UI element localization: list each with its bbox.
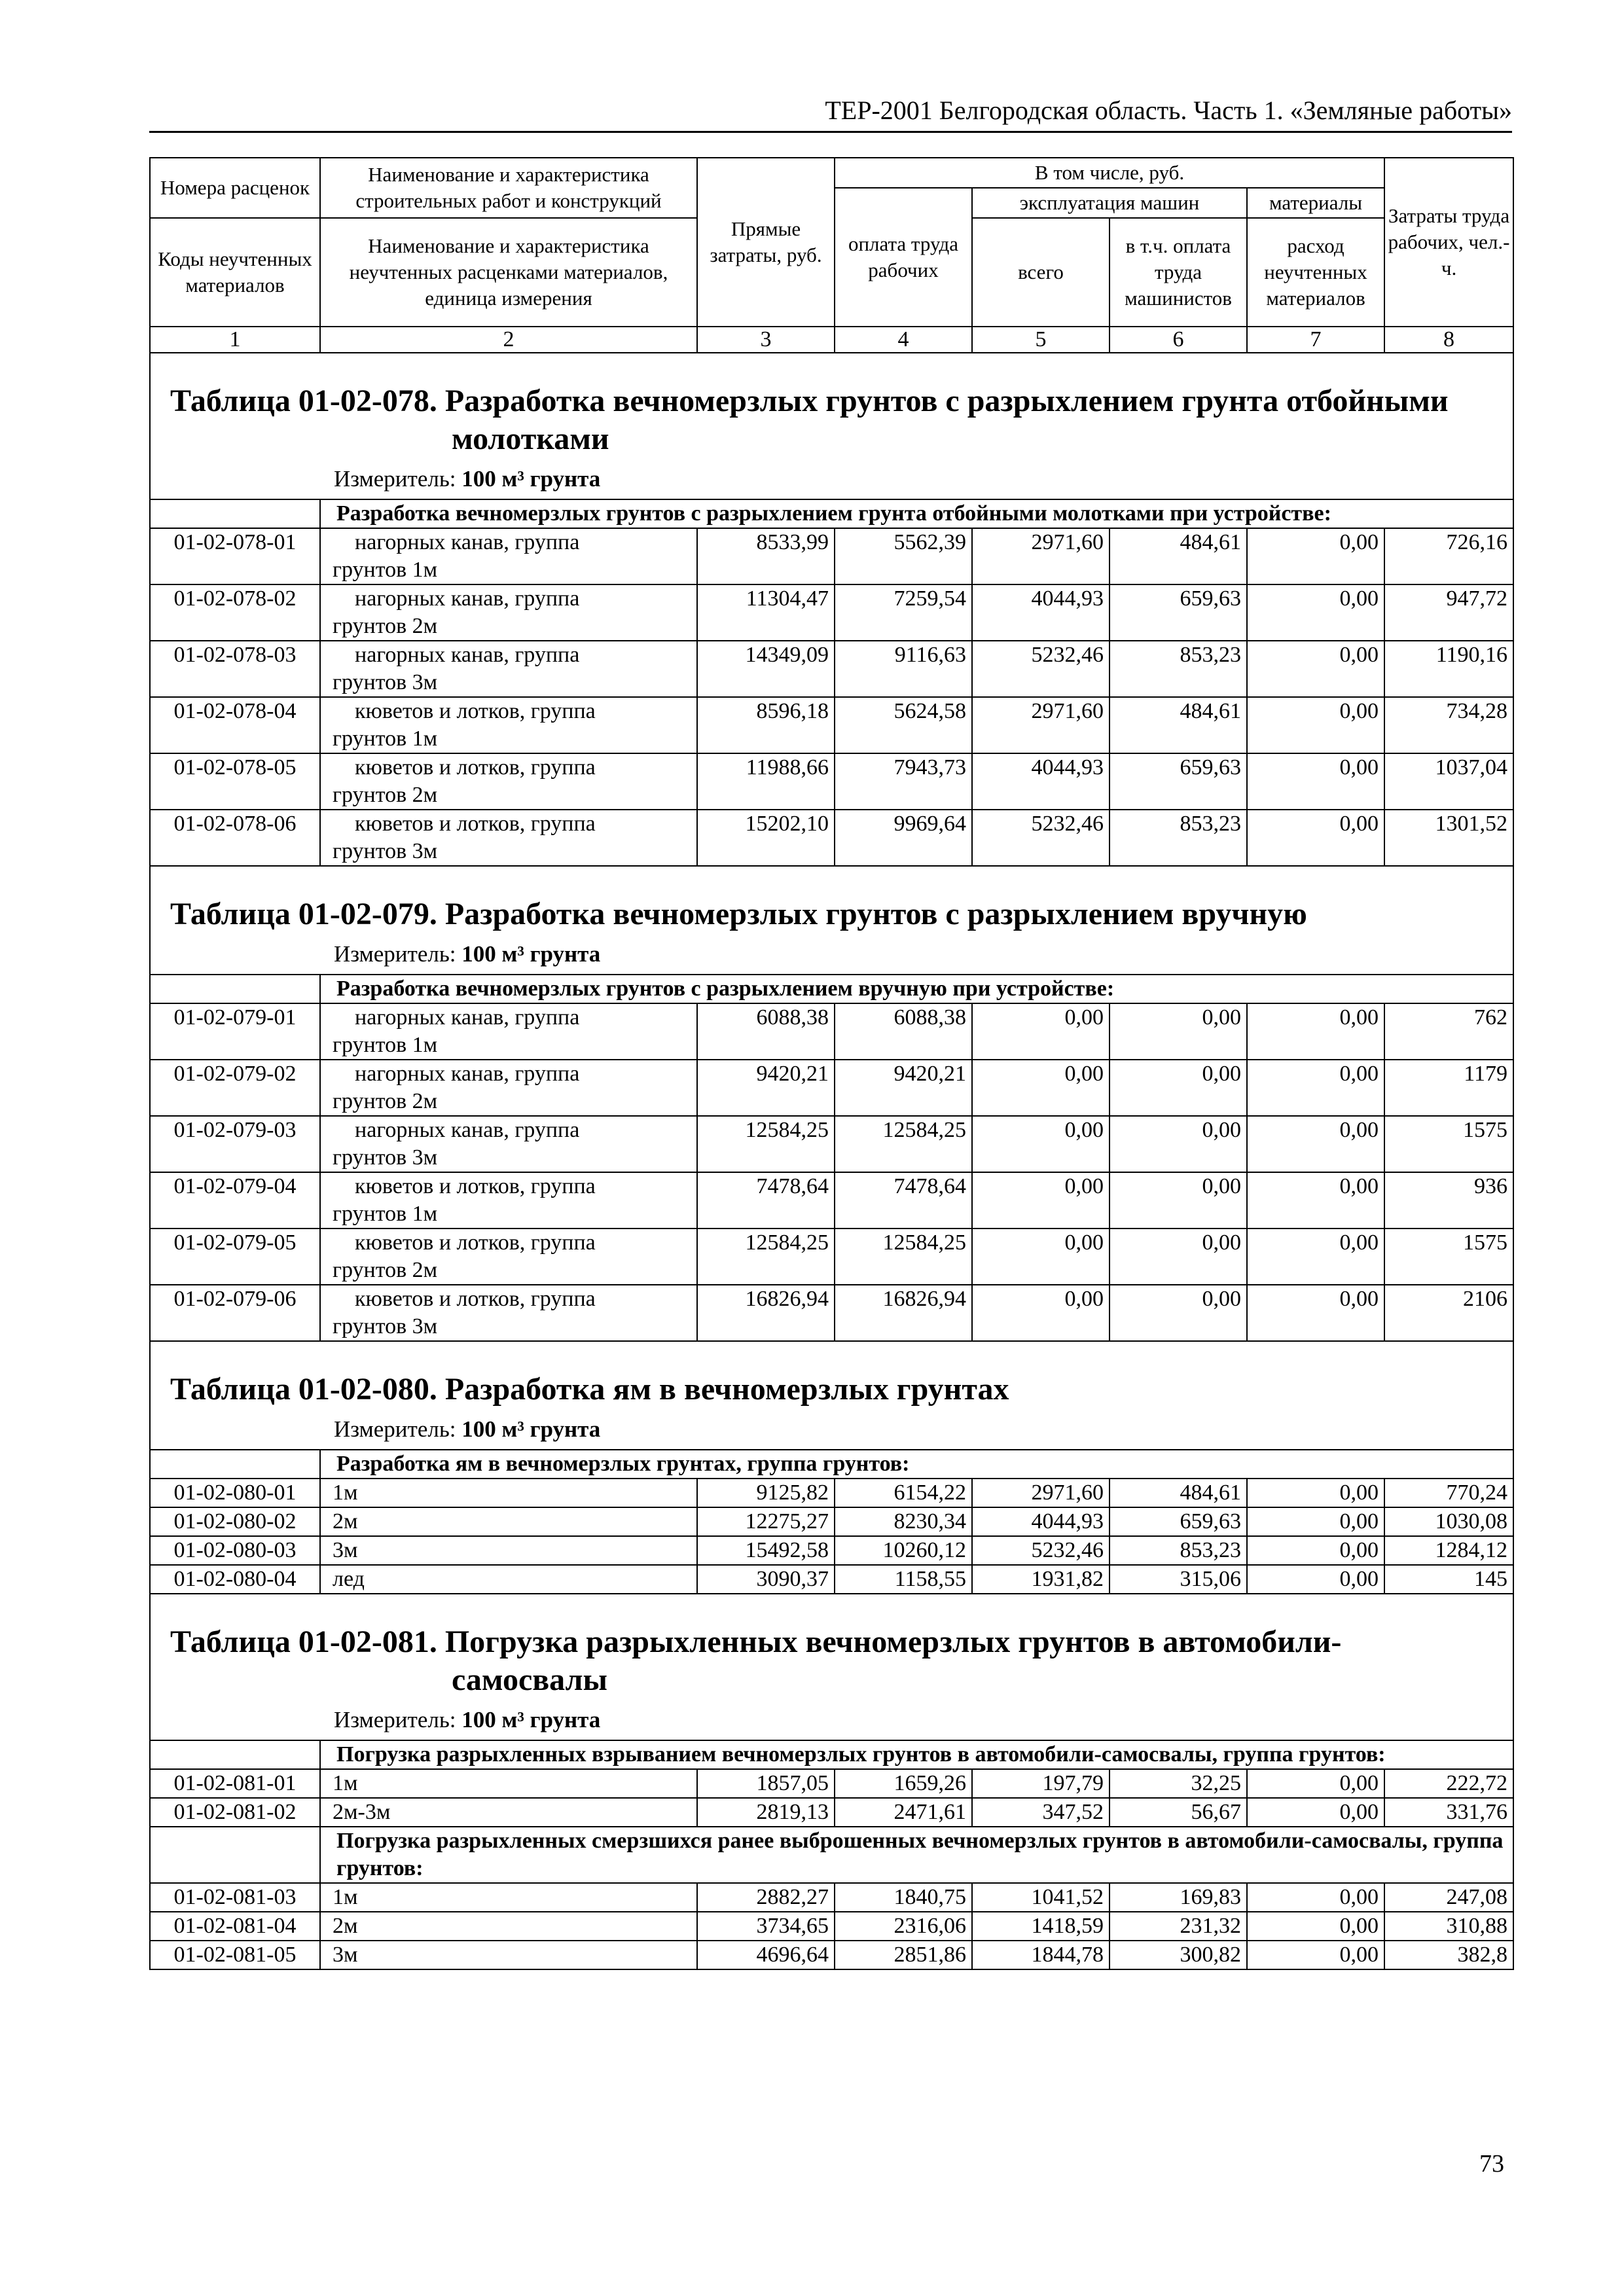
value-c8: 1301,52 bbox=[1384, 810, 1513, 866]
value-c3: 3734,65 bbox=[697, 1912, 835, 1941]
running-title: ТЕР-2001 Белгородская область. Часть 1. «Земляные работы» bbox=[825, 96, 1512, 125]
rate-name bbox=[320, 697, 697, 753]
rate-name-line2: грунтов 3м bbox=[333, 670, 438, 694]
section-title-rest: Погрузка разрыхленных вечномерзлых грунтов в автомобили- bbox=[437, 1624, 1342, 1659]
table-row bbox=[150, 1116, 1513, 1172]
value-c4: 16826,94 bbox=[835, 1285, 972, 1341]
value-c7: 0,00 bbox=[1247, 528, 1384, 584]
value-c7: 0,00 bbox=[1247, 1565, 1384, 1594]
value-c8: 145 bbox=[1384, 1565, 1513, 1594]
group-header-spacer bbox=[150, 1740, 320, 1769]
head-materials: материалы bbox=[1247, 188, 1384, 218]
rate-name-line1: нагорных канав, группа bbox=[355, 586, 580, 611]
table-row bbox=[150, 584, 1513, 641]
page-header bbox=[149, 92, 1512, 133]
value-c3: 9125,82 bbox=[697, 1479, 835, 1507]
rate-code: 01-02-080-03 bbox=[150, 1536, 320, 1565]
value-c4: 7259,54 bbox=[835, 584, 972, 641]
head-machines: эксплуатация машин bbox=[972, 188, 1247, 218]
rate-name-line2: грунтов 2м bbox=[333, 783, 438, 807]
value-c5: 1418,59 bbox=[972, 1912, 1110, 1941]
rate-name bbox=[320, 1229, 697, 1285]
rate-name bbox=[320, 1116, 697, 1172]
value-c3: 14349,09 bbox=[697, 641, 835, 697]
rate-name-line1: нагорных канав, группа bbox=[355, 1062, 580, 1086]
section-heading bbox=[150, 866, 1513, 975]
table-row bbox=[150, 697, 1513, 753]
table-row bbox=[150, 1229, 1513, 1285]
value-c6: 0,00 bbox=[1110, 1172, 1247, 1229]
value-c4: 6088,38 bbox=[835, 1003, 972, 1060]
meter-value: 100 м³ грунта bbox=[461, 466, 601, 492]
value-c3: 11304,47 bbox=[697, 584, 835, 641]
head-col4: оплата труда рабочих bbox=[835, 188, 972, 327]
value-c6: 659,63 bbox=[1110, 584, 1247, 641]
rate-name bbox=[320, 1912, 697, 1941]
rate-code: 01-02-079-06 bbox=[150, 1285, 320, 1341]
section-heading bbox=[150, 353, 1513, 499]
rate-name-line1: кюветов и лотков, группа bbox=[355, 1287, 596, 1311]
value-c5: 0,00 bbox=[972, 1060, 1110, 1116]
value-c7: 0,00 bbox=[1247, 1912, 1384, 1941]
value-c4: 6154,22 bbox=[835, 1479, 972, 1507]
section-title-prefix: Таблица 01-02-079. bbox=[170, 897, 437, 931]
section-meter bbox=[151, 458, 1513, 499]
rate-name-line2: грунтов 2м bbox=[333, 1258, 438, 1282]
col-num: 4 bbox=[835, 327, 972, 353]
col-num: 8 bbox=[1384, 327, 1513, 353]
rate-code: 01-02-079-05 bbox=[150, 1229, 320, 1285]
value-c7: 0,00 bbox=[1247, 753, 1384, 810]
value-c8: 2106 bbox=[1384, 1285, 1513, 1341]
rate-name-line2: грунтов 2м bbox=[333, 1089, 438, 1113]
section-title-rest: Разработка вечномерзлых грунтов с разрыхлением грунта отбойными bbox=[437, 384, 1449, 418]
rate-name-line1: кюветов и лотков, группа bbox=[355, 755, 596, 780]
value-c3: 12584,25 bbox=[697, 1116, 835, 1172]
rate-name-line1: лед bbox=[333, 1567, 365, 1591]
group-header-row bbox=[150, 1740, 1513, 1769]
value-c7: 0,00 bbox=[1247, 1798, 1384, 1827]
rate-name-line1: нагорных канав, группа bbox=[355, 643, 580, 667]
rate-code: 01-02-080-01 bbox=[150, 1479, 320, 1507]
table-row bbox=[150, 1507, 1513, 1536]
rate-name-line1: кюветов и лотков, группа bbox=[355, 699, 596, 723]
rate-code: 01-02-079-03 bbox=[150, 1116, 320, 1172]
value-c4: 5624,58 bbox=[835, 697, 972, 753]
section-title-row bbox=[150, 353, 1513, 499]
value-c5: 4044,93 bbox=[972, 1507, 1110, 1536]
value-c5: 5232,46 bbox=[972, 1536, 1110, 1565]
value-c4: 8230,34 bbox=[835, 1507, 972, 1536]
value-c6: 484,61 bbox=[1110, 528, 1247, 584]
value-c8: 1190,16 bbox=[1384, 641, 1513, 697]
value-c5: 5232,46 bbox=[972, 810, 1110, 866]
rate-code: 01-02-081-02 bbox=[150, 1798, 320, 1827]
value-c8: 1030,08 bbox=[1384, 1507, 1513, 1536]
table-row bbox=[150, 1883, 1513, 1912]
rate-name-line2: грунтов 1м bbox=[333, 726, 438, 751]
value-c3: 3090,37 bbox=[697, 1565, 835, 1594]
table-row bbox=[150, 528, 1513, 584]
rate-name bbox=[320, 641, 697, 697]
rate-name bbox=[320, 1536, 697, 1565]
section-title-rest: Разработка ям в вечномерзлых грунтах bbox=[437, 1372, 1009, 1407]
value-c6: 484,61 bbox=[1110, 1479, 1247, 1507]
rate-name-line1: 3м bbox=[333, 1538, 358, 1562]
value-c7: 0,00 bbox=[1247, 1060, 1384, 1116]
rate-code: 01-02-078-06 bbox=[150, 810, 320, 866]
value-c6: 853,23 bbox=[1110, 1536, 1247, 1565]
section-title-prefix: Таблица 01-02-080. bbox=[170, 1372, 437, 1407]
value-c7: 0,00 bbox=[1247, 1229, 1384, 1285]
value-c6: 56,67 bbox=[1110, 1798, 1247, 1827]
meter-value: 100 м³ грунта bbox=[461, 1707, 601, 1732]
rate-name-line1: 1м bbox=[333, 1480, 358, 1505]
rate-name-line2: грунтов 1м bbox=[333, 558, 438, 582]
value-c6: 0,00 bbox=[1110, 1285, 1247, 1341]
value-c5: 4044,93 bbox=[972, 584, 1110, 641]
value-c3: 7478,64 bbox=[697, 1172, 835, 1229]
col-num: 5 bbox=[972, 327, 1110, 353]
meter-label: Измеритель: bbox=[334, 1416, 456, 1442]
value-c8: 1284,12 bbox=[1384, 1536, 1513, 1565]
rate-name-line2: грунтов 2м bbox=[333, 614, 438, 638]
value-c4: 9116,63 bbox=[835, 641, 972, 697]
rate-name bbox=[320, 1172, 697, 1229]
section-heading bbox=[150, 1594, 1513, 1740]
value-c8: 222,72 bbox=[1384, 1769, 1513, 1798]
rate-name bbox=[320, 1060, 697, 1116]
rate-code: 01-02-079-02 bbox=[150, 1060, 320, 1116]
section-title bbox=[151, 1594, 1513, 1699]
section-title bbox=[151, 867, 1513, 933]
value-c3: 4696,64 bbox=[697, 1941, 835, 1969]
rate-name-line1: 3м bbox=[333, 1943, 358, 1967]
value-c8: 734,28 bbox=[1384, 697, 1513, 753]
rate-code: 01-02-078-01 bbox=[150, 528, 320, 584]
value-c4: 10260,12 bbox=[835, 1536, 972, 1565]
head-col2-top: Наименование и характеристика строительных работ и конструкций bbox=[320, 158, 697, 218]
value-c7: 0,00 bbox=[1247, 1285, 1384, 1341]
value-c6: 484,61 bbox=[1110, 697, 1247, 753]
value-c3: 11988,66 bbox=[697, 753, 835, 810]
value-c6: 169,83 bbox=[1110, 1883, 1247, 1912]
section-title bbox=[151, 1342, 1513, 1408]
value-c7: 0,00 bbox=[1247, 810, 1384, 866]
section-title-prefix: Таблица 01-02-081. bbox=[170, 1624, 437, 1659]
section-title-prefix: Таблица 01-02-078. bbox=[170, 384, 437, 418]
value-c3: 1857,05 bbox=[697, 1769, 835, 1798]
value-c8: 947,72 bbox=[1384, 584, 1513, 641]
head-col6: в т.ч. оплата труда машинистов bbox=[1110, 218, 1247, 327]
value-c8: 1179 bbox=[1384, 1060, 1513, 1116]
value-c8: 762 bbox=[1384, 1003, 1513, 1060]
value-c4: 5562,39 bbox=[835, 528, 972, 584]
meter-label: Измеритель: bbox=[334, 1707, 456, 1732]
value-c8: 1575 bbox=[1384, 1229, 1513, 1285]
group-header-row bbox=[150, 1450, 1513, 1479]
value-c8: 1575 bbox=[1384, 1116, 1513, 1172]
rate-code: 01-02-081-03 bbox=[150, 1883, 320, 1912]
value-c4: 2851,86 bbox=[835, 1941, 972, 1969]
value-c5: 1844,78 bbox=[972, 1941, 1110, 1969]
value-c7: 0,00 bbox=[1247, 641, 1384, 697]
rate-name bbox=[320, 1565, 697, 1594]
value-c3: 12275,27 bbox=[697, 1507, 835, 1536]
value-c7: 0,00 bbox=[1247, 1941, 1384, 1969]
meter-label: Измеритель: bbox=[334, 466, 456, 492]
rate-name bbox=[320, 1883, 697, 1912]
table-row bbox=[150, 1941, 1513, 1969]
group-header: Разработка ям в вечномерзлых грунтах, группа грунтов: bbox=[320, 1450, 1513, 1479]
col-num: 6 bbox=[1110, 327, 1247, 353]
table-row bbox=[150, 753, 1513, 810]
value-c7: 0,00 bbox=[1247, 1116, 1384, 1172]
rate-name bbox=[320, 528, 697, 584]
rate-code: 01-02-078-02 bbox=[150, 584, 320, 641]
value-c6: 659,63 bbox=[1110, 753, 1247, 810]
price-table bbox=[149, 157, 1514, 1970]
head-col7: расход неучтенных материалов bbox=[1247, 218, 1384, 327]
value-c5: 2971,60 bbox=[972, 1479, 1110, 1507]
table-row bbox=[150, 1769, 1513, 1798]
value-c6: 231,32 bbox=[1110, 1912, 1247, 1941]
col-num: 7 bbox=[1247, 327, 1384, 353]
rate-name-line1: 2м bbox=[333, 1914, 358, 1938]
rate-name bbox=[320, 810, 697, 866]
rate-name bbox=[320, 1941, 697, 1969]
rate-name-line2: грунтов 3м bbox=[333, 839, 438, 863]
column-numbers bbox=[150, 327, 1513, 353]
meter-value: 100 м³ грунта bbox=[461, 941, 601, 967]
rate-name bbox=[320, 1003, 697, 1060]
value-c4: 12584,25 bbox=[835, 1229, 972, 1285]
value-c5: 0,00 bbox=[972, 1229, 1110, 1285]
head-col8: Затраты труда рабочих, чел.-ч. bbox=[1384, 158, 1513, 327]
section-heading bbox=[150, 1341, 1513, 1450]
section-title-row bbox=[150, 866, 1513, 975]
page-number: 73 bbox=[1479, 2150, 1504, 2178]
group-header-spacer bbox=[150, 1450, 320, 1479]
meter-value: 100 м³ грунта bbox=[461, 1416, 601, 1442]
value-c8: 726,16 bbox=[1384, 528, 1513, 584]
value-c4: 9969,64 bbox=[835, 810, 972, 866]
col-num: 3 bbox=[697, 327, 835, 353]
section-title-rest: Разработка вечномерзлых грунтов с разрыхлением вручную bbox=[437, 897, 1307, 931]
value-c6: 0,00 bbox=[1110, 1229, 1247, 1285]
group-header: Разработка вечномерзлых грунтов с разрыхлением грунта отбойными молотками при устройстве: bbox=[320, 499, 1513, 528]
value-c5: 197,79 bbox=[972, 1769, 1110, 1798]
group-header: Погрузка разрыхленных взрыванием вечномерзлых грунтов в автомобили-самосвалы, группа грунтов: bbox=[320, 1740, 1513, 1769]
rate-name-line1: 1м bbox=[333, 1771, 358, 1795]
table-body bbox=[150, 158, 1513, 1969]
value-c5: 2971,60 bbox=[972, 697, 1110, 753]
group-header-spacer bbox=[150, 975, 320, 1003]
value-c5: 4044,93 bbox=[972, 753, 1110, 810]
rate-name bbox=[320, 1285, 697, 1341]
value-c7: 0,00 bbox=[1247, 1172, 1384, 1229]
value-c3: 9420,21 bbox=[697, 1060, 835, 1116]
group-header: Погрузка разрыхленных смерзшихся ранее выброшенных вечномерзлых грунтов в автомобили-самосвалы, группа грунтов: bbox=[320, 1827, 1513, 1883]
head-col1-top: Номера расценок bbox=[150, 158, 320, 218]
value-c7: 0,00 bbox=[1247, 1769, 1384, 1798]
rate-name-line1: кюветов и лотков, группа bbox=[355, 1230, 596, 1255]
value-c3: 15492,58 bbox=[697, 1536, 835, 1565]
rate-name-line1: 2м bbox=[333, 1509, 358, 1534]
value-c8: 770,24 bbox=[1384, 1479, 1513, 1507]
value-c6: 300,82 bbox=[1110, 1941, 1247, 1969]
rate-name-line1: кюветов и лотков, группа bbox=[355, 812, 596, 836]
table-row bbox=[150, 1003, 1513, 1060]
table-row bbox=[150, 1479, 1513, 1507]
section-title bbox=[151, 353, 1513, 458]
group-header-row bbox=[150, 499, 1513, 528]
value-c6: 0,00 bbox=[1110, 1060, 1247, 1116]
section-title-cont: самосвалы bbox=[452, 1662, 608, 1697]
value-c8: 310,88 bbox=[1384, 1912, 1513, 1941]
value-c5: 1041,52 bbox=[972, 1883, 1110, 1912]
rate-name bbox=[320, 1507, 697, 1536]
rate-name-line1: нагорных канав, группа bbox=[355, 530, 580, 554]
table-row bbox=[150, 1536, 1513, 1565]
value-c8: 331,76 bbox=[1384, 1798, 1513, 1827]
table-row bbox=[150, 1798, 1513, 1827]
value-c3: 8533,99 bbox=[697, 528, 835, 584]
table-row bbox=[150, 1912, 1513, 1941]
value-c6: 315,06 bbox=[1110, 1565, 1247, 1594]
value-c3: 12584,25 bbox=[697, 1229, 835, 1285]
value-c7: 0,00 bbox=[1247, 697, 1384, 753]
section-title-row bbox=[150, 1594, 1513, 1740]
rate-name bbox=[320, 1769, 697, 1798]
value-c3: 6088,38 bbox=[697, 1003, 835, 1060]
value-c6: 32,25 bbox=[1110, 1769, 1247, 1798]
section-meter bbox=[151, 1408, 1513, 1449]
table-row bbox=[150, 1060, 1513, 1116]
rate-name-line1: кюветов и лотков, группа bbox=[355, 1174, 596, 1198]
value-c3: 2819,13 bbox=[697, 1798, 835, 1827]
head-group: В том числе, руб. bbox=[835, 158, 1384, 188]
rate-name-line1: 2м-3м bbox=[333, 1800, 391, 1824]
rate-code: 01-02-080-02 bbox=[150, 1507, 320, 1536]
rate-code: 01-02-081-04 bbox=[150, 1912, 320, 1941]
value-c6: 0,00 bbox=[1110, 1003, 1247, 1060]
value-c4: 9420,21 bbox=[835, 1060, 972, 1116]
value-c5: 0,00 bbox=[972, 1116, 1110, 1172]
value-c4: 2316,06 bbox=[835, 1912, 972, 1941]
section-meter bbox=[151, 933, 1513, 974]
value-c8: 247,08 bbox=[1384, 1883, 1513, 1912]
rate-name-line1: нагорных канав, группа bbox=[355, 1005, 580, 1030]
section-meter bbox=[151, 1699, 1513, 1740]
rate-code: 01-02-079-01 bbox=[150, 1003, 320, 1060]
rate-name-line2: грунтов 3м bbox=[333, 1314, 438, 1338]
rate-code: 01-02-080-04 bbox=[150, 1565, 320, 1594]
section-title-row bbox=[150, 1341, 1513, 1450]
value-c4: 1659,26 bbox=[835, 1769, 972, 1798]
value-c4: 7943,73 bbox=[835, 753, 972, 810]
col-num: 2 bbox=[320, 327, 697, 353]
rate-name-line2: грунтов 3м bbox=[333, 1145, 438, 1170]
value-c8: 382,8 bbox=[1384, 1941, 1513, 1969]
rate-code: 01-02-081-05 bbox=[150, 1941, 320, 1969]
table-row bbox=[150, 1565, 1513, 1594]
col-num: 1 bbox=[150, 327, 320, 353]
rate-name bbox=[320, 753, 697, 810]
rate-code: 01-02-079-04 bbox=[150, 1172, 320, 1229]
group-header: Разработка вечномерзлых грунтов с разрыхлением вручную при устройстве: bbox=[320, 975, 1513, 1003]
value-c6: 853,23 bbox=[1110, 641, 1247, 697]
table-row bbox=[150, 810, 1513, 866]
value-c5: 0,00 bbox=[972, 1285, 1110, 1341]
value-c7: 0,00 bbox=[1247, 1883, 1384, 1912]
value-c8: 936 bbox=[1384, 1172, 1513, 1229]
table-row bbox=[150, 1285, 1513, 1341]
rate-code: 01-02-081-01 bbox=[150, 1769, 320, 1798]
table-row bbox=[150, 1172, 1513, 1229]
table-row bbox=[150, 641, 1513, 697]
value-c4: 1840,75 bbox=[835, 1883, 972, 1912]
meter-label: Измеритель: bbox=[334, 941, 456, 967]
value-c4: 1158,55 bbox=[835, 1565, 972, 1594]
group-header-row bbox=[150, 975, 1513, 1003]
value-c3: 8596,18 bbox=[697, 697, 835, 753]
rate-name-line2: грунтов 1м bbox=[333, 1033, 438, 1057]
rate-code: 01-02-078-03 bbox=[150, 641, 320, 697]
value-c5: 2971,60 bbox=[972, 528, 1110, 584]
value-c5: 1931,82 bbox=[972, 1565, 1110, 1594]
value-c5: 0,00 bbox=[972, 1003, 1110, 1060]
rate-code: 01-02-078-05 bbox=[150, 753, 320, 810]
value-c6: 659,63 bbox=[1110, 1507, 1247, 1536]
head-col1-bottom: Коды неучтенных материалов bbox=[150, 218, 320, 327]
rate-code: 01-02-078-04 bbox=[150, 697, 320, 753]
value-c6: 853,23 bbox=[1110, 810, 1247, 866]
head-col3: Прямые затраты, руб. bbox=[697, 158, 835, 327]
value-c4: 7478,64 bbox=[835, 1172, 972, 1229]
rate-name-line1: 1м bbox=[333, 1885, 358, 1909]
value-c7: 0,00 bbox=[1247, 584, 1384, 641]
group-header-row bbox=[150, 1827, 1513, 1883]
head-col5: всего bbox=[972, 218, 1110, 327]
value-c8: 1037,04 bbox=[1384, 753, 1513, 810]
group-header-spacer bbox=[150, 1827, 320, 1883]
value-c3: 2882,27 bbox=[697, 1883, 835, 1912]
value-c7: 0,00 bbox=[1247, 1003, 1384, 1060]
rate-name bbox=[320, 584, 697, 641]
rate-name-line1: нагорных канав, группа bbox=[355, 1118, 580, 1142]
group-header-spacer bbox=[150, 499, 320, 528]
value-c5: 347,52 bbox=[972, 1798, 1110, 1827]
value-c3: 15202,10 bbox=[697, 810, 835, 866]
rate-name bbox=[320, 1798, 697, 1827]
value-c5: 0,00 bbox=[972, 1172, 1110, 1229]
head-col2-bottom: Наименование и характеристика неучтенных расценками материалов, единица измерения bbox=[320, 218, 697, 327]
rate-name-line2: грунтов 1м bbox=[333, 1202, 438, 1226]
value-c6: 0,00 bbox=[1110, 1116, 1247, 1172]
rate-name bbox=[320, 1479, 697, 1507]
value-c5: 5232,46 bbox=[972, 641, 1110, 697]
value-c4: 2471,61 bbox=[835, 1798, 972, 1827]
value-c7: 0,00 bbox=[1247, 1507, 1384, 1536]
value-c4: 12584,25 bbox=[835, 1116, 972, 1172]
value-c7: 0,00 bbox=[1247, 1536, 1384, 1565]
value-c3: 16826,94 bbox=[697, 1285, 835, 1341]
value-c7: 0,00 bbox=[1247, 1479, 1384, 1507]
section-title-cont: молотками bbox=[452, 422, 609, 456]
